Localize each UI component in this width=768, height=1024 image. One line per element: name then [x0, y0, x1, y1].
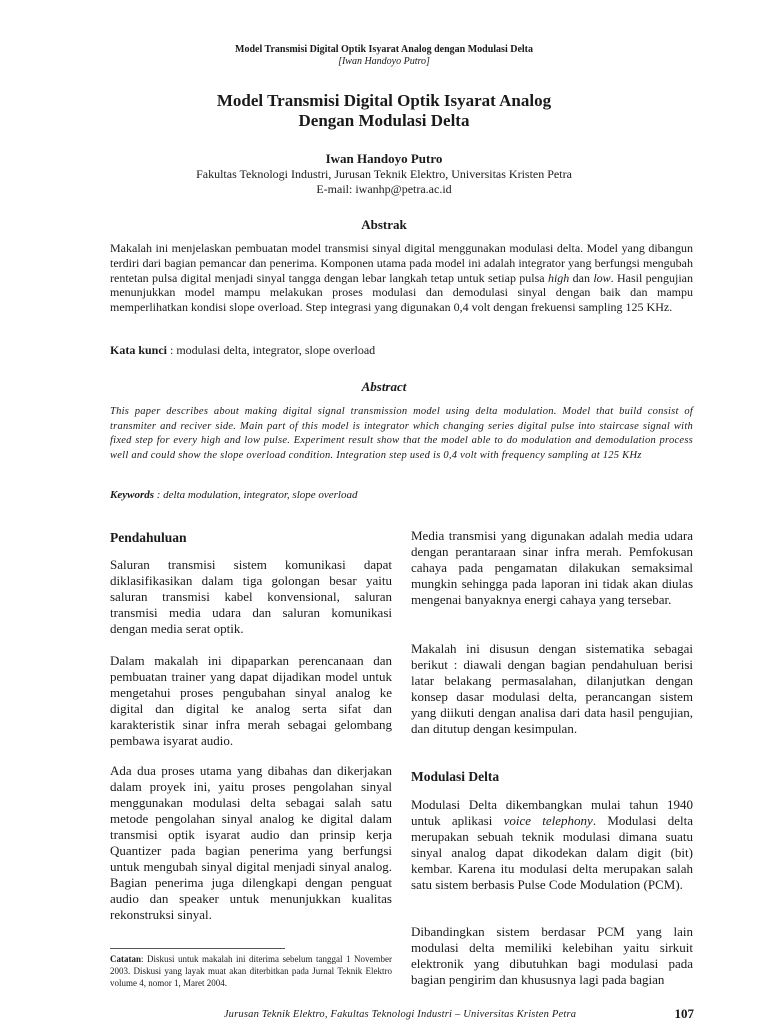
- abstract-heading: Abstract: [361, 379, 407, 394]
- right-paragraph-1: [411, 528, 693, 608]
- affiliation-text: Fakultas Teknologi Industri, Jurusan Teknik Elektro, Universitas Kristen Petra: [196, 167, 572, 181]
- footnote: [110, 953, 392, 989]
- paper-title-line2: Dengan Modulasi Delta: [298, 111, 470, 130]
- running-header-title: Model Transmisi Digital Optik Isyarat Analog dengan Modulasi Delta: [235, 44, 533, 55]
- abstract-body: This paper describes about making digital signal transmission model using delta modulation. Model that build consist of transmiter and reciver side. Main part of this model is integrator which changing series digital pulse into staircase signal with fixed step for every high and low pulse. Experiment result show that the model able to do modulation and demodulation process well and could show the slope overload condition. Integration step used is 0,4 volt with frequency sampling at 125 KHz: [110, 406, 693, 461]
- abstrak-high: high: [547, 270, 570, 285]
- section-heading-modulasi-delta: [411, 769, 693, 785]
- footnote-label: Catatan: [110, 954, 141, 964]
- running-header-author: [Iwan Handoyo Putro]: [338, 56, 430, 67]
- paragraph-text: Dibandingkan sistem berdasar PCM yang lain modulasi delta memiliki kelebihan yaitu sirkuit elektronik yang dibutuhkan bagi modulasi pada bagian pengirim dan khususnya lagi pada bagian: [411, 924, 693, 987]
- abstrak-dan: dan: [569, 270, 594, 285]
- paper-title: [0, 91, 768, 131]
- paper-author: Iwan Handoyo Putro: [325, 151, 443, 166]
- p3-italic-term: voice telephony: [503, 813, 593, 828]
- paragraph-text: Dalam makalah ini dipaparkan perencanaan dan pembuatan trainer yang dapat dijadikan model untuk mengetahui proses pengubahan sinyal analog ke digital dan digital ke analog serta sifat dan karakteristik sinar infra merah sebagai gelombang pembawa isyarat audio.: [110, 653, 392, 748]
- footnote-divider: [110, 948, 285, 949]
- left-paragraph-2: [110, 653, 392, 749]
- paragraph-text: Media transmisi yang digunakan adalah media udara dengan perantaraan sinar infra merah. Pemfokusan cahaya pada pengamatan dilakukan semaksimal mungkin sehingga pada laporan ini tidak akan diulas mengenai banyaknya energi cahaya yang tersebar.: [411, 528, 693, 607]
- p3-text-2: . Modulasi delta merupakan sebuah teknik modulasi dimana suatu sinyal analog dapat dikodekan dalam digit (bit) kembar. Karena itu modulasi delta merupakan salah satu sistem berbasis Pulse Code Modulation (PCM).: [411, 813, 693, 892]
- page-number: 107: [674, 1006, 694, 1021]
- page-footer: Jurusan Teknik Elektro, Fakultas Teknologi Industri – Universitas Kristen Petra: [223, 1009, 577, 1020]
- kata-kunci-label: Kata kunci: [110, 343, 168, 357]
- kata-kunci-value: : modulasi delta, integrator, slope overload: [167, 343, 376, 357]
- right-paragraph-2: [411, 641, 693, 737]
- footnote-text: : Diskusi untuk makalah ini diterima sebelum tanggal 1 November 2003. Diskusi yang layak muat akan diterbitkan pada Jurnal Teknik Elektro volume 4, nomor 1, Maret 2004.: [110, 954, 392, 988]
- section-heading-pendahuluan: [110, 530, 392, 546]
- right-paragraph-4: [411, 924, 693, 988]
- paper-title-line1: Model Transmisi Digital Optik Isyarat Analog: [216, 91, 552, 110]
- keywords-label: Keywords: [110, 489, 154, 501]
- abstrak-heading: Abstrak: [361, 217, 407, 232]
- keywords: [110, 488, 693, 502]
- paragraph-text: [411, 797, 693, 893]
- modulasi-delta-heading: Modulasi Delta: [411, 769, 500, 784]
- paragraph-text: Ada dua proses utama yang dibahas dan dikerjakan dalam proyek ini, yaitu proses pengolahan sinyal menggunakan modulasi delta sebagai salah satu metode pengolahan sinyal analog ke digital dalam transmisi optik isyarat audio dan prinsip kerja Quantizer pada bagian penerima yang berfungsi untuk mengubah sinyal digital menjadi sinyal analog. Bagian penerima juga dilengkapi dengan penguat audio dan speaker untuk menunjukkan kualitas rekonstruksi sinyal.: [110, 763, 392, 922]
- left-paragraph-3: [110, 763, 392, 923]
- paragraph-text: Makalah ini disusun dengan sistematika sebagai berikut : diawali dengan bagian pendahuluan berisi latar belakang permasalahan, dilanjutkan dengan konsep dasar modulasi delta, perancangan sistem yang diikuti dengan analisa dari data hasil pengujian, dan ditutup dengan kesimpulan.: [411, 641, 693, 736]
- author-email: E-mail: iwanhp@petra.ac.id: [316, 182, 452, 196]
- author-affiliation: [0, 167, 768, 197]
- left-paragraph-1: [110, 557, 392, 637]
- abstrak-text-1: Makalah ini menjelaskan pembuatan model transmisi sinyal digital menggunakan modulasi delta. Model yang dibangun terdiri dari bagian pemancar dan penerima. Komponen utama pada model ini adalah integrator yang berfungsi mengubah rentetan pulsa digital menjadi sinyal tangga dengan lebar langkah tetap untuk setiap pulsa: [110, 241, 693, 285]
- p3-text-1: Modulasi Delta dikembangkan mulai tahun 1940 untuk aplikasi: [411, 797, 693, 828]
- abstrak-body: [110, 241, 693, 315]
- abstrak-low: low: [593, 270, 611, 285]
- abstrak-text-2: . Hasil pengujian menunjukkan model mampu melakukan proses modulasi dan demodulasi sinyal dengan baik dan mampu memperlihatkan kondisi slope overload. Step integrasi yang digunakan 0,4 volt dengan frekuensi sampling 125 KHz.: [110, 270, 694, 315]
- kata-kunci: [110, 343, 693, 358]
- pendahuluan-heading: Pendahuluan: [110, 530, 187, 545]
- right-paragraph-3: [411, 797, 693, 893]
- keywords-value: : delta modulation, integrator, slope overload: [154, 489, 358, 501]
- paragraph-text: Saluran transmisi sistem komunikasi dapat diklasifikasikan dalam tiga golongan besar yaitu saluran transmisi kabel konvensional, saluran transmisi media udara dan saluran komunikasi dengan media serat optik.: [110, 557, 392, 636]
